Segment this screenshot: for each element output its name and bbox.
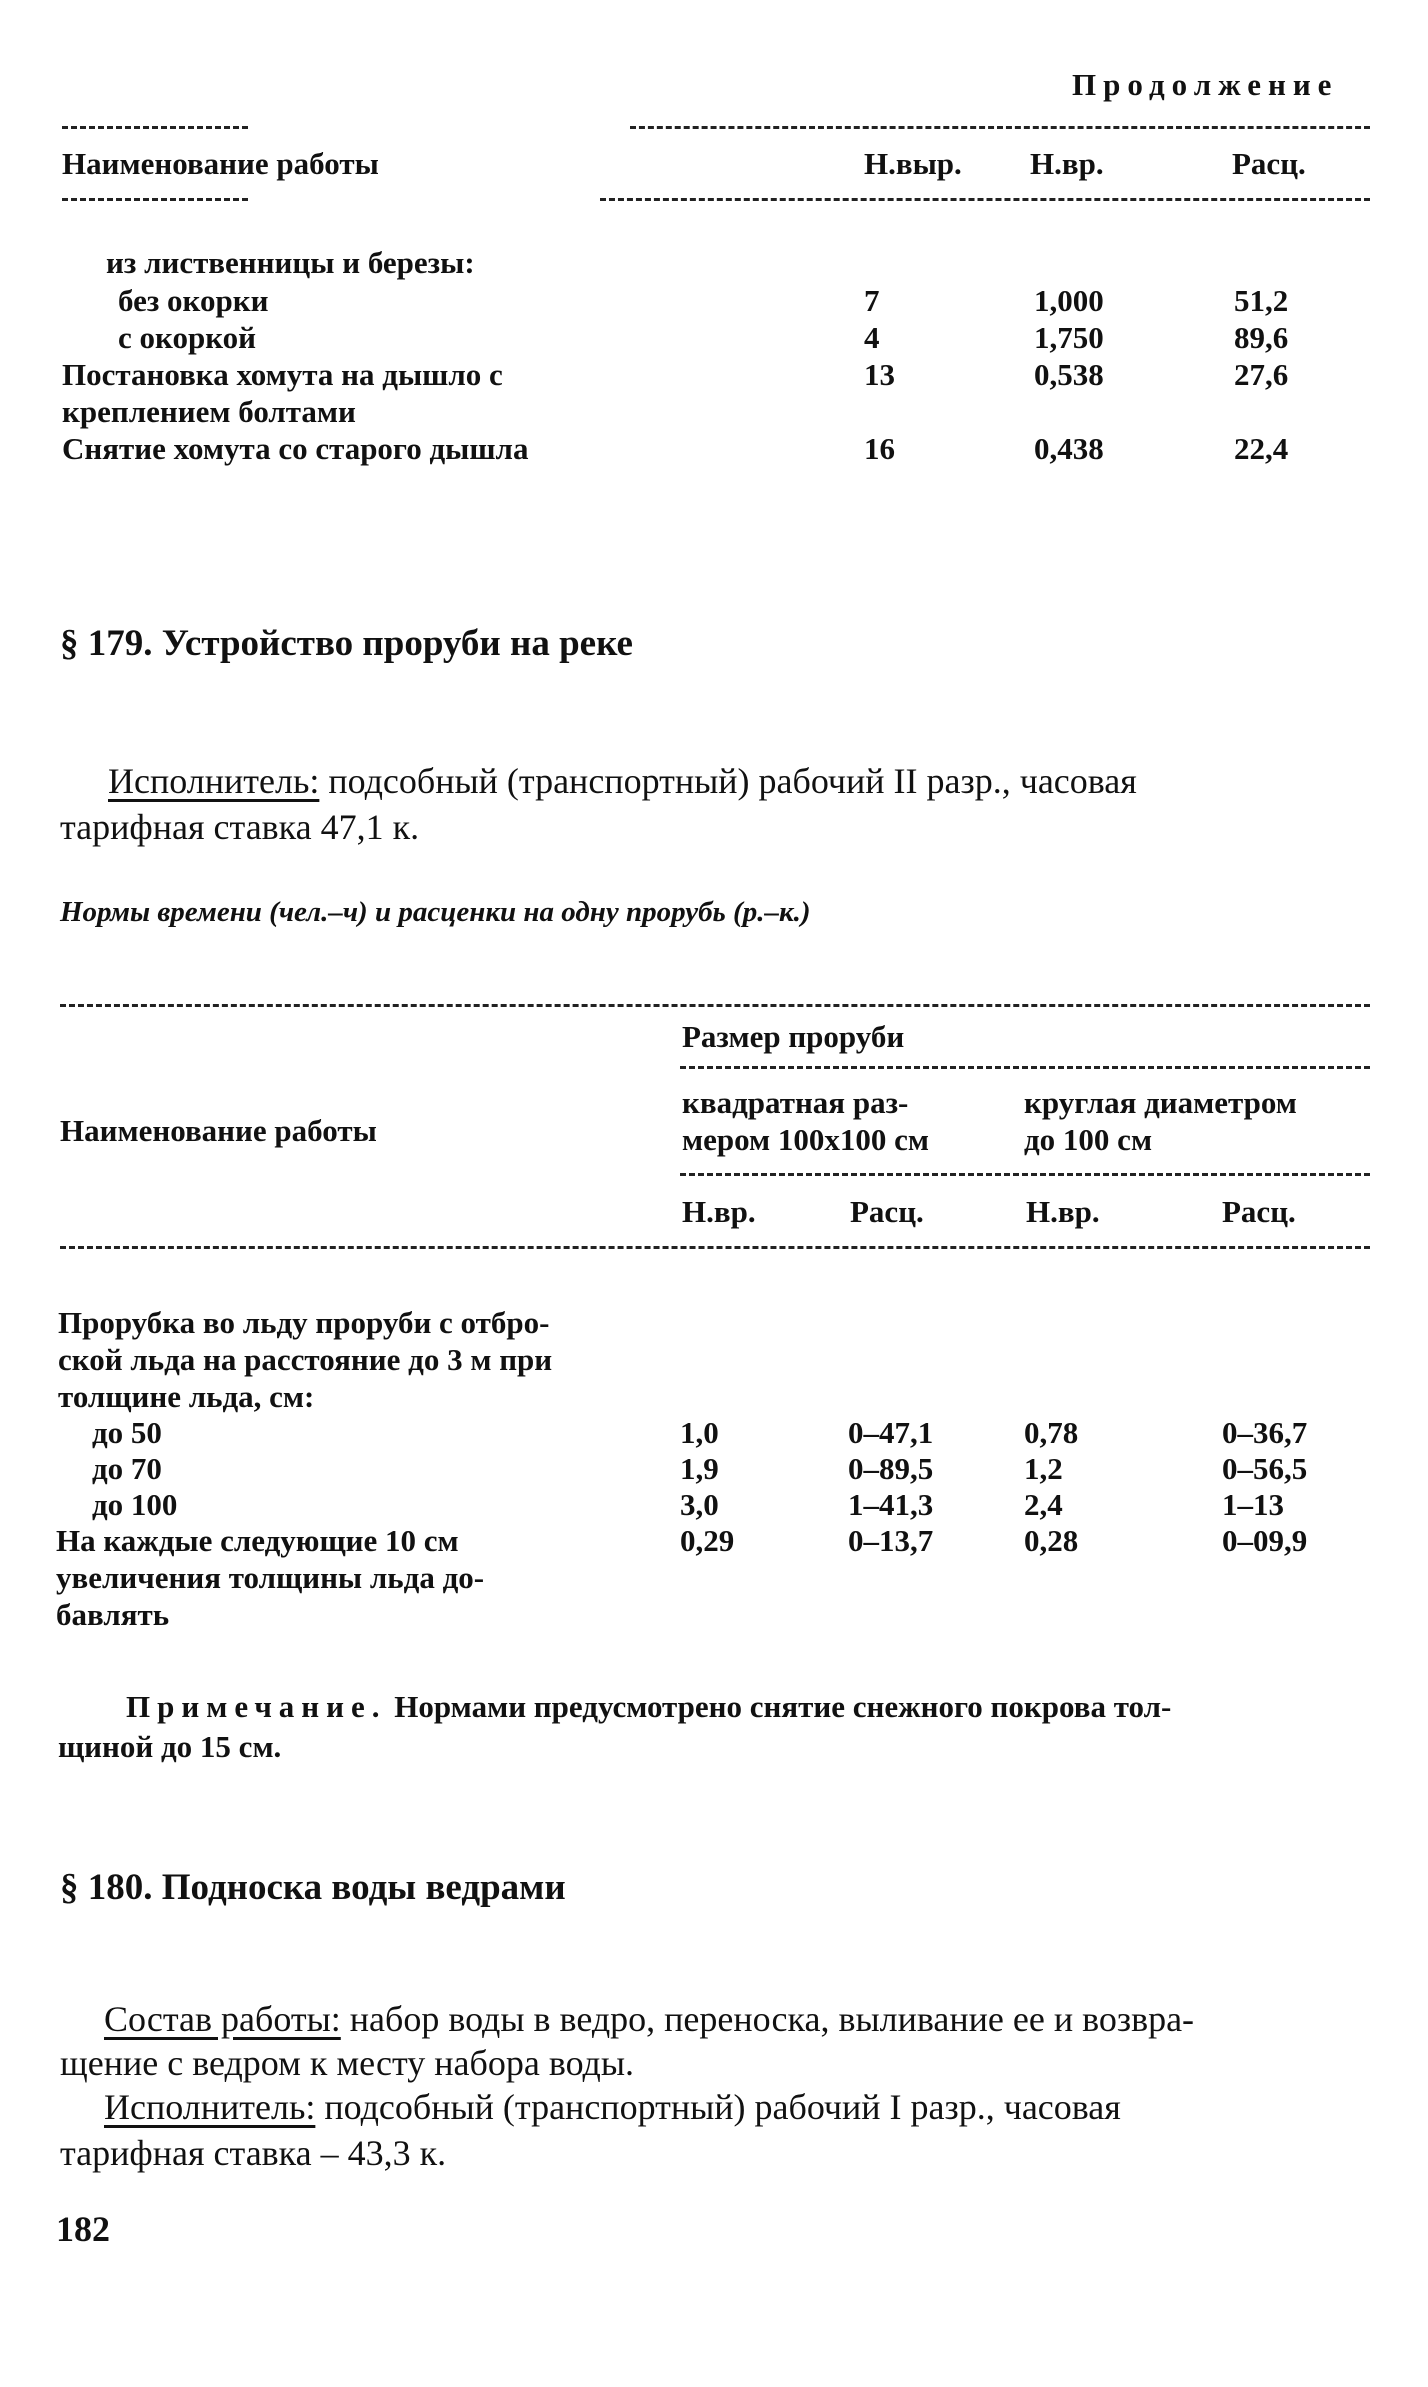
work-label: Состав работы: xyxy=(104,1999,341,2039)
work-text: набор воды в ведро, переноска, выливание ее и возвра- xyxy=(349,1999,1195,2039)
row-square-time: 1,0 xyxy=(680,1415,719,1450)
column-header-square-continued: мером 100x100 см xyxy=(682,1122,930,1157)
table-rule xyxy=(600,198,1370,201)
column-header-size: Размер проруби xyxy=(682,1019,905,1054)
continuation-label: Продолжение xyxy=(1072,67,1339,102)
row-time: 1,000 xyxy=(1034,283,1104,318)
table-note xyxy=(126,1688,1171,1725)
row-name-continued: креплением болтами xyxy=(62,394,356,429)
row-round-time: 0,28 xyxy=(1024,1523,1079,1558)
column-header-round-continued: до 100 см xyxy=(1024,1122,1153,1157)
table-rule xyxy=(60,1246,1370,1249)
table-rule xyxy=(62,198,248,201)
table-caption: Нормы времени (чел.–ч) и расценки на одну прорубь (р.–к.) xyxy=(60,896,811,928)
column-header-square-time: Н.вр. xyxy=(682,1194,756,1229)
row-round-time: 2,4 xyxy=(1024,1487,1063,1522)
work-text-continued: щение с ведром к месту набора воды. xyxy=(60,2043,635,2083)
row-name-continued: бавлять xyxy=(56,1597,170,1632)
row-round-rate: 0–09,9 xyxy=(1222,1523,1308,1558)
page-number: 182 xyxy=(56,2209,110,2249)
row-square-time: 3,0 xyxy=(680,1487,719,1522)
row-round-time: 1,2 xyxy=(1024,1451,1063,1486)
column-header-time: Н.вр. xyxy=(1030,146,1104,181)
row-rate: 22,4 xyxy=(1234,431,1289,466)
executor-text-continued: тарифная ставка – 43,3 к. xyxy=(60,2133,447,2173)
row-name: до 50 xyxy=(92,1415,162,1450)
table-rule xyxy=(630,126,1370,129)
column-header-round: круглая диаметром xyxy=(1024,1085,1297,1120)
section-179-executor xyxy=(108,758,1370,804)
row-round-rate: 0–36,7 xyxy=(1222,1415,1308,1450)
row-square-time: 1,9 xyxy=(680,1451,719,1486)
section-180-executor xyxy=(104,2084,1121,2130)
column-header-square: квадратная раз- xyxy=(682,1085,909,1120)
row-name: до 70 xyxy=(92,1451,162,1486)
row-time: 1,750 xyxy=(1034,320,1104,355)
row-name: Постановка хомута на дышло с xyxy=(62,357,503,392)
row-group-label-continued: ской льда на расстояние до 3 м при xyxy=(58,1342,553,1377)
section-180-work xyxy=(104,1996,1194,2042)
section-180-heading: § 180. Подноска воды ведрами xyxy=(60,1867,566,1908)
row-output: 4 xyxy=(864,320,880,355)
column-header-round-time: Н.вр. xyxy=(1026,1194,1100,1229)
row-name-continued: увеличения толщины льда до- xyxy=(56,1560,485,1595)
executor-text: подсобный (транспортный) рабочий II разр., часовая xyxy=(328,761,1137,801)
row-name: до 100 xyxy=(92,1487,178,1522)
table-rule xyxy=(680,1173,1370,1176)
row-name: без окорки xyxy=(118,283,269,318)
row-group-label-continued: толщине льда, см: xyxy=(58,1379,315,1414)
table-rule xyxy=(60,1004,1370,1007)
column-header-name: Наименование работы xyxy=(62,146,379,181)
row-round-time: 0,78 xyxy=(1024,1415,1079,1450)
executor-label: Исполнитель: xyxy=(104,2087,316,2127)
executor-text: подсобный (транспортный) рабочий I разр., часовая xyxy=(324,2087,1121,2127)
row-square-rate: 0–89,5 xyxy=(848,1451,934,1486)
row-group-label: Прорубка во льду проруби с отбро- xyxy=(58,1305,550,1340)
row-time: 0,438 xyxy=(1034,431,1104,466)
row-rate: 89,6 xyxy=(1234,320,1289,355)
row-round-rate: 0–56,5 xyxy=(1222,1451,1308,1486)
table-rule xyxy=(680,1066,1370,1069)
column-header-name: Наименование работы xyxy=(60,1113,377,1148)
note-text-continued: щиной до 15 см. xyxy=(58,1729,282,1764)
row-name: Снятие хомута со старого дышла xyxy=(62,431,529,466)
column-header-square-rate: Расц. xyxy=(850,1194,924,1229)
executor-label: Исполнитель: xyxy=(108,761,320,801)
note-label: Примечание. xyxy=(126,1689,387,1724)
row-square-rate: 0–47,1 xyxy=(848,1415,934,1450)
row-square-rate: 1–41,3 xyxy=(848,1487,934,1522)
note-text: Нормами предусмотрено снятие снежного покрова тол- xyxy=(394,1689,1172,1724)
row-output: 16 xyxy=(864,431,895,466)
row-name: с окоркой xyxy=(118,320,257,355)
row-output: 13 xyxy=(864,357,895,392)
row-round-rate: 1–13 xyxy=(1222,1487,1284,1522)
row-rate: 27,6 xyxy=(1234,357,1289,392)
row-time: 0,538 xyxy=(1034,357,1104,392)
row-rate: 51,2 xyxy=(1234,283,1289,318)
executor-text-continued: тарифная ставка 47,1 к. xyxy=(60,807,420,847)
row-name: На каждые следующие 10 см xyxy=(56,1523,459,1558)
row-square-rate: 0–13,7 xyxy=(848,1523,934,1558)
column-header-output: Н.выр. xyxy=(864,146,962,181)
section-179-heading: § 179. Устройство проруби на реке xyxy=(60,623,633,664)
row-group-label: из лиственницы и березы: xyxy=(106,245,475,280)
column-header-round-rate: Расц. xyxy=(1222,1194,1296,1229)
row-square-time: 0,29 xyxy=(680,1523,735,1558)
column-header-rate: Расц. xyxy=(1232,146,1306,181)
row-output: 7 xyxy=(864,283,880,318)
table-rule xyxy=(62,126,248,129)
